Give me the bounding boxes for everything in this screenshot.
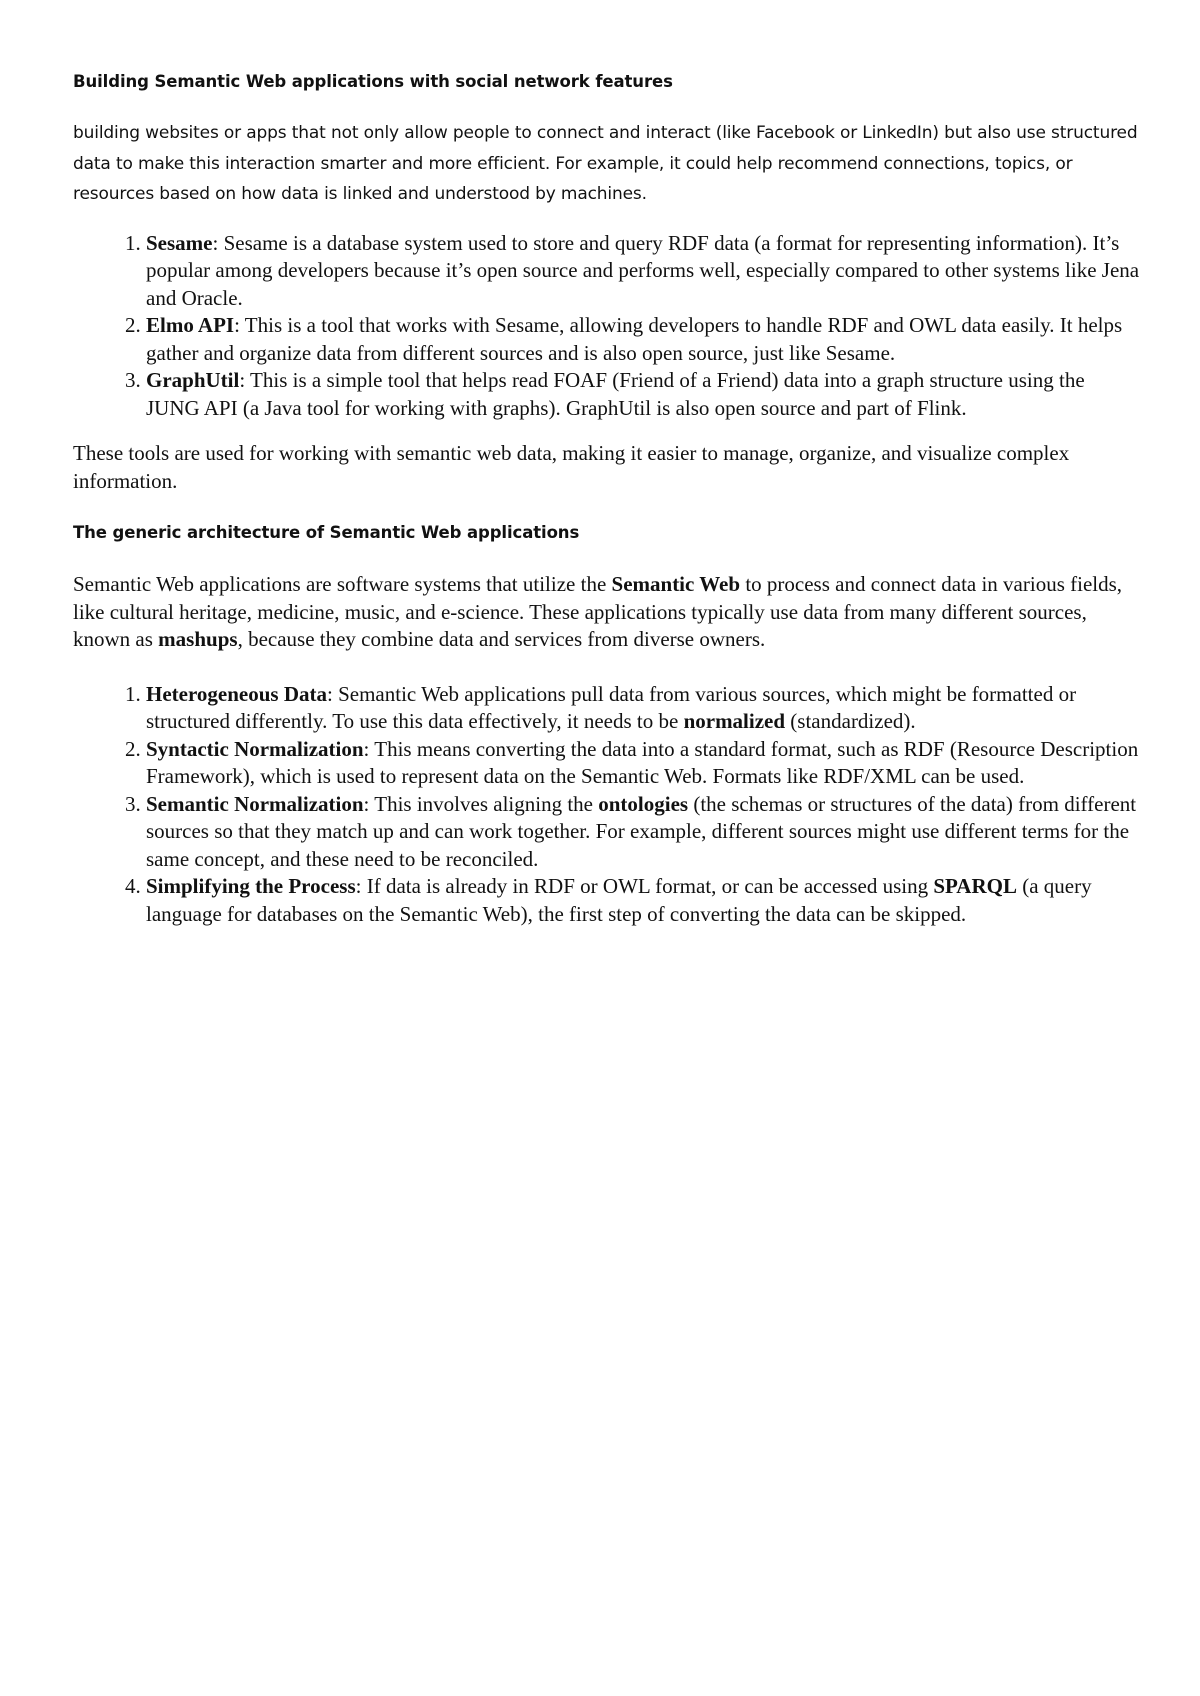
list-item (146, 736, 1143, 791)
list-item (146, 873, 1143, 928)
list-item (146, 367, 1143, 422)
intro-paragraph-architecture (73, 571, 1143, 654)
list-item-term: GraphUtil (146, 368, 240, 392)
list-item-text: : If data is already in RDF or OWL format, or can be accessed using (355, 874, 934, 898)
list-item-text: : Sesame is a database system used to store and query RDF data (a format for representing information). It’s popular among developers because it’s open source and performs well, especially compared to other systems like Jena and Oracle. (146, 230, 1140, 310)
closing-paragraph-social: These tools are used for working with semantic web data, making it easier to manage, organize, and visualize complex information. (73, 441, 1070, 493)
list-item-text: : This involves aligning the (363, 791, 599, 816)
intro-text-part: to process and connect data in various fields, like cultural heritage, medicine, music, and e-science. These applications typically use data from many different sources, known as (73, 572, 1123, 651)
section-heading-architecture: The generic architecture of Semantic Web applications (73, 523, 580, 542)
list-item (146, 681, 1143, 736)
list-item-term: Semantic Normalization (146, 791, 364, 816)
list-item-term: Elmo API (146, 313, 235, 337)
tools-list (73, 230, 1143, 423)
list-item-bold: ontologies (598, 791, 689, 816)
list-item (146, 230, 1143, 313)
intro-bold-term: Semantic Web (611, 572, 741, 596)
list-item-text: : This means converting the data into a standard format, such as RDF (Resource Description Framework), which is used to represent data on the Semantic Web. Formats like RDF/XML can be used. (146, 736, 1139, 788)
intro-text-part: Semantic Web applications are software systems that utilize the (73, 572, 612, 596)
list-item-term: Simplifying the Process (146, 874, 356, 898)
document-page (73, 70, 1143, 928)
list-item-term: Heterogeneous Data (146, 681, 327, 706)
section-heading-social: Building Semantic Web applications with social network features (73, 72, 673, 91)
list-item-term: Sesame (146, 230, 213, 255)
list-item-text: (standardized). (785, 709, 916, 733)
list-item-text: (a query language for databases on the Semantic Web), the first step of converting the data can be skipped. (146, 874, 1092, 926)
list-item-bold: normalized (683, 709, 786, 733)
list-item-text: : This is a tool that works with Sesame, allowing developers to handle RDF and OWL data easily. It helps gather and organize data from different sources and is also open source, just like Sesame. (146, 313, 1123, 365)
list-item (146, 312, 1143, 367)
intro-paragraph-social: building websites or apps that not only allow people to connect and interact (like Facebook or LinkedIn) but also use structured data to make this interaction smarter and more efficient. For example, it could help recommend connections, topics, or resources based on how data is linked and understood by machines. (73, 123, 1138, 204)
intro-bold-term: mashups (158, 627, 238, 651)
list-item-term: Syntactic Normalization (146, 736, 364, 761)
list-item-text: (the schemas or structures of the data) from different sources so that they match up and can work together. For example, different sources might use different terms for the same concept, and these need to be reconciled. (146, 791, 1137, 871)
list-item-bold: SPARQL (933, 874, 1017, 898)
list-item-text: : This is a simple tool that helps read FOAF (Friend of a Friend) data into a graph structure using the JUNG API (a Java tool for working with graphs). GraphUtil is also open source and part of Flink. (146, 368, 1085, 420)
list-item-text: : Semantic Web applications pull data from various sources, which might be formatted or structured differently. To use this data effectively, it needs to be (146, 681, 1077, 733)
architecture-list (73, 681, 1143, 929)
list-item (146, 791, 1143, 874)
intro-text-part: , because they combine data and services from diverse owners. (237, 627, 766, 651)
